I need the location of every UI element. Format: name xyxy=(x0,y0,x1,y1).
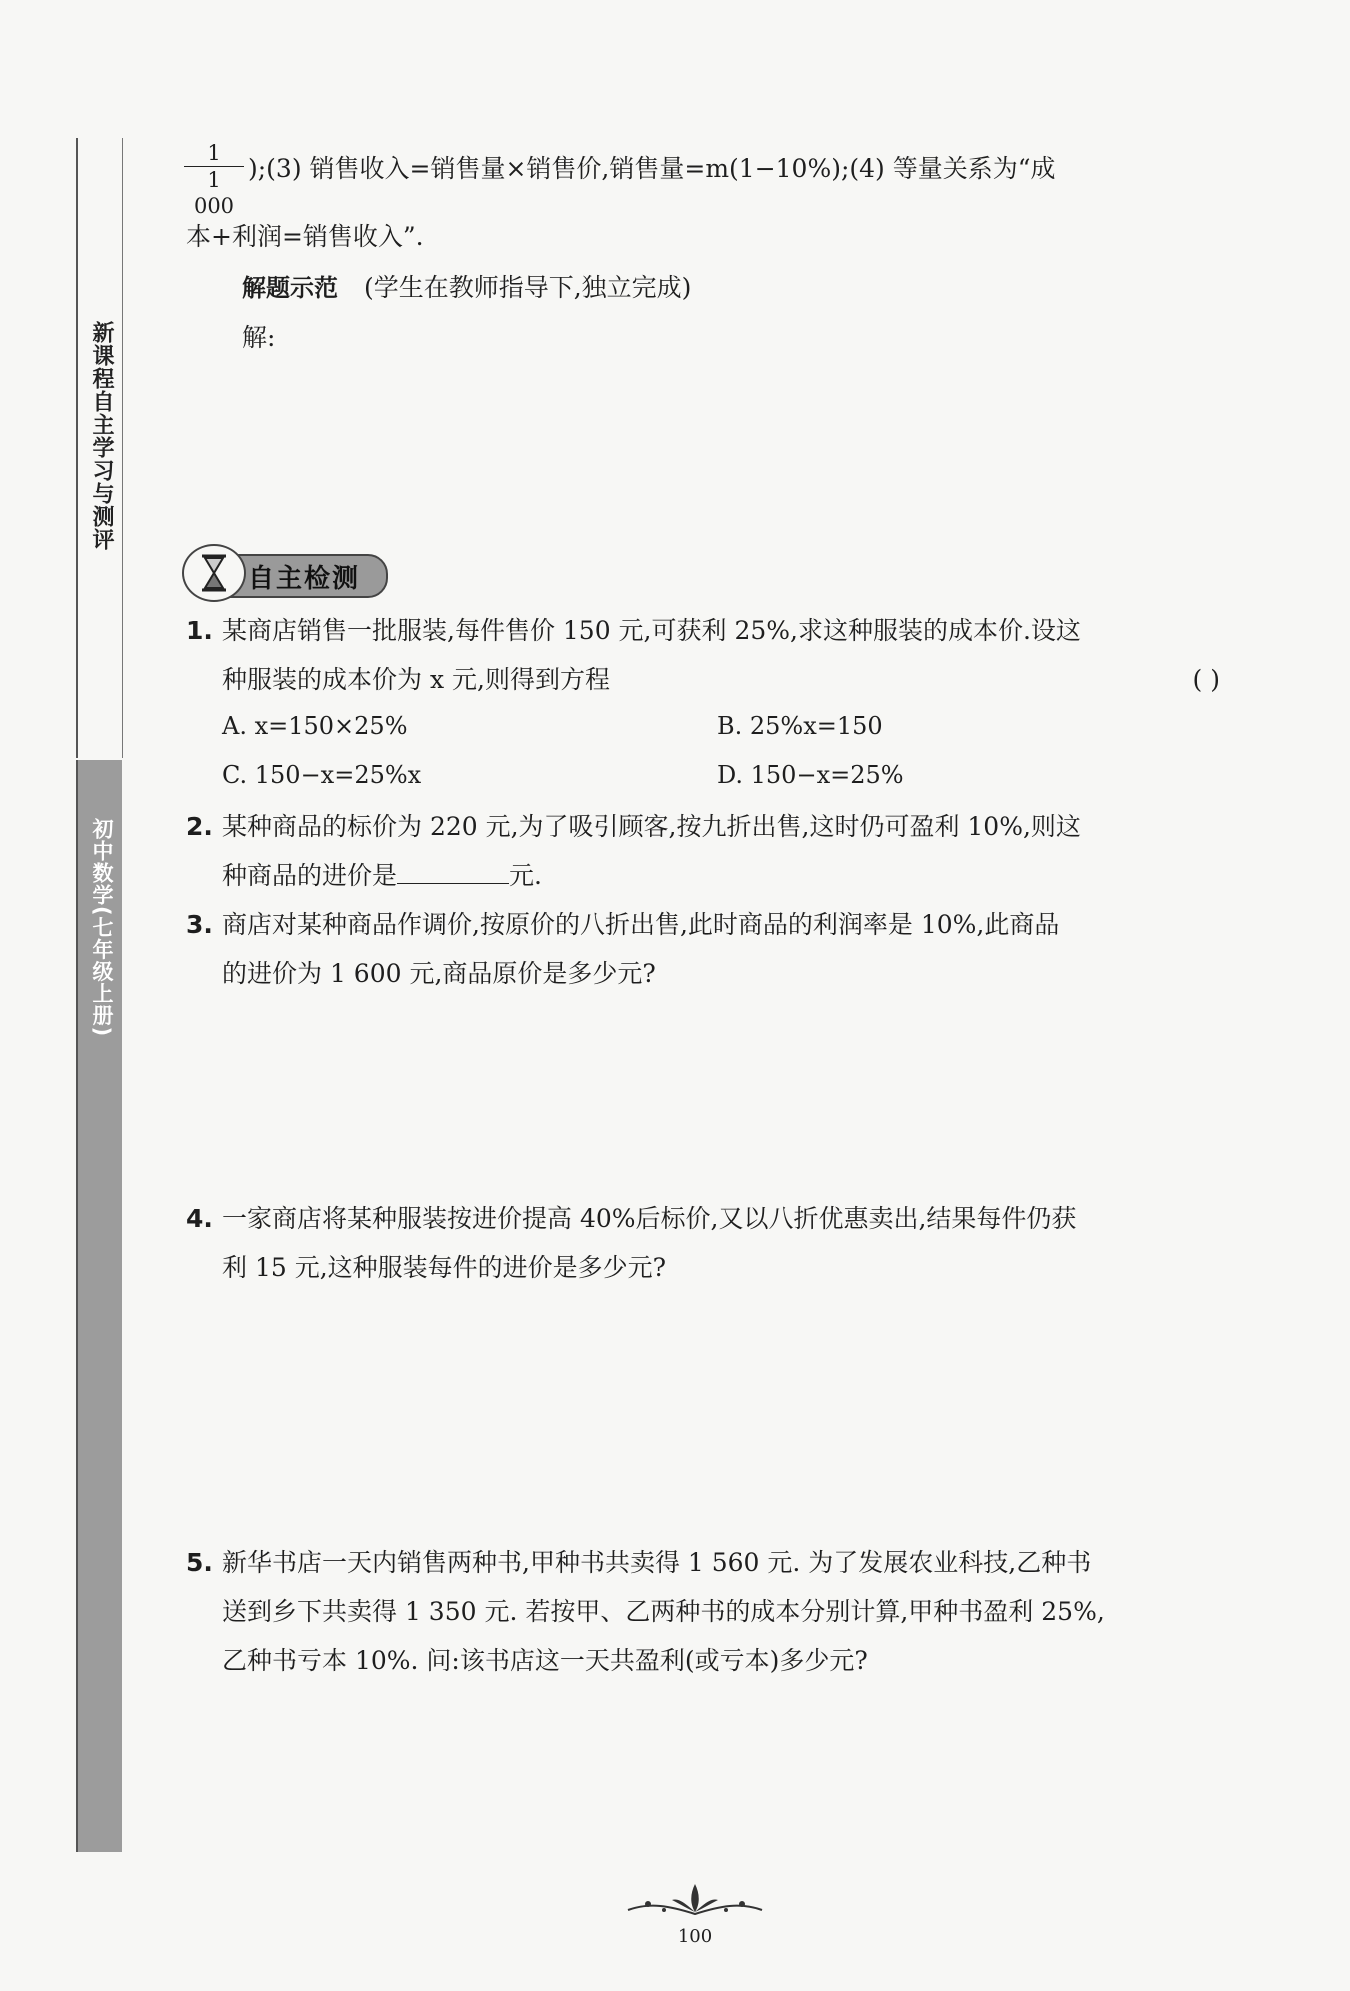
option-c: C. 150−x=25%x xyxy=(222,761,422,789)
question-text-line-2: 利 15 元,这种服装每件的进价是多少元? xyxy=(222,1253,667,1282)
spine-series-tab xyxy=(76,138,123,758)
option-a: A. x=150×25% xyxy=(222,712,408,740)
answer-label: 解: xyxy=(242,323,276,352)
question-text-line-1: 某种商品的标价为 220 元,为了吸引顾客,按九折出售,这时仍可盈利 10%,则这 xyxy=(222,812,1081,841)
solution-label: 解题示范 xyxy=(242,274,338,302)
answer-parentheses: ( ) xyxy=(1192,665,1220,694)
hourglass-icon xyxy=(182,544,246,602)
page-footer xyxy=(620,1880,770,1947)
question-5 xyxy=(186,1546,1220,1693)
question-number: 2. xyxy=(186,812,213,841)
question-text-line-1: 新华书店一天内销售两种书,甲种书共卖得 1 560 元. 为了发展农业科技,乙种书 xyxy=(222,1548,1092,1577)
page-number: 100 xyxy=(677,1926,713,1947)
question-number: 5. xyxy=(186,1548,213,1577)
intro-line-1: );(3) 销售收入=销售量×销售价,销售量=m(1−10%);(4) 等量关系为“成 xyxy=(248,154,1056,183)
series-title: 新课程自主学习与测评 xyxy=(89,321,114,551)
book-title: 初中数学(七年级上册) xyxy=(90,818,114,1038)
fraction-denominator: 1 000 xyxy=(193,168,235,218)
question-text-line-2: 的进价为 1 600 元,商品原价是多少元? xyxy=(222,959,656,988)
question-text-line-2-pre: 种商品的进价是 xyxy=(222,861,398,890)
fill-in-blank[interactable] xyxy=(397,861,509,884)
question-3 xyxy=(186,908,1220,1006)
question-text-line-3: 乙种书亏本 10%. 问:该书店这一天共盈利(或亏本)多少元? xyxy=(222,1646,868,1675)
section-badge xyxy=(178,544,388,598)
question-number: 1. xyxy=(186,616,213,645)
fraction-numerator: 1 xyxy=(184,140,244,167)
question-1 xyxy=(186,614,1220,712)
question-number: 4. xyxy=(186,1204,213,1233)
fraction xyxy=(184,140,244,219)
option-d: D. 150−x=25% xyxy=(717,761,904,789)
question-text-line-1: 商店对某种商品作调价,按原价的八折出售,此时商品的利润率是 10%,此商品 xyxy=(222,910,1060,939)
spine-book-tab xyxy=(76,760,122,1852)
solution-note: (学生在教师指导下,独立完成) xyxy=(363,273,692,302)
question-text-line-1: 某商店销售一批服装,每件售价 150 元,可获利 25%,求这种服装的成本价.设这 xyxy=(222,616,1081,645)
question-2 xyxy=(186,810,1220,908)
option-b: B. 25%x=150 xyxy=(717,712,883,740)
section-title: 自主检测 xyxy=(248,564,361,594)
question-text-line-2-post: 元. xyxy=(509,861,542,890)
question-text-line-2: 种服装的成本价为 x 元,则得到方程 xyxy=(222,665,610,694)
question-text-line-1: 一家商店将某种服装按进价提高 40%后标价,又以八折优惠卖出,结果每件仍获 xyxy=(222,1204,1077,1233)
floral-ornament-icon xyxy=(620,1880,770,1920)
solution-heading xyxy=(242,271,1276,305)
question-number: 3. xyxy=(186,910,213,939)
question-text-line-2: 送到乡下共卖得 1 350 元. 若按甲、乙两种书的成本分别计算,甲种书盈利 25%, xyxy=(222,1597,1105,1626)
question-4 xyxy=(186,1202,1220,1300)
intro-line-2: 本+利润=销售收入”. xyxy=(186,222,424,251)
